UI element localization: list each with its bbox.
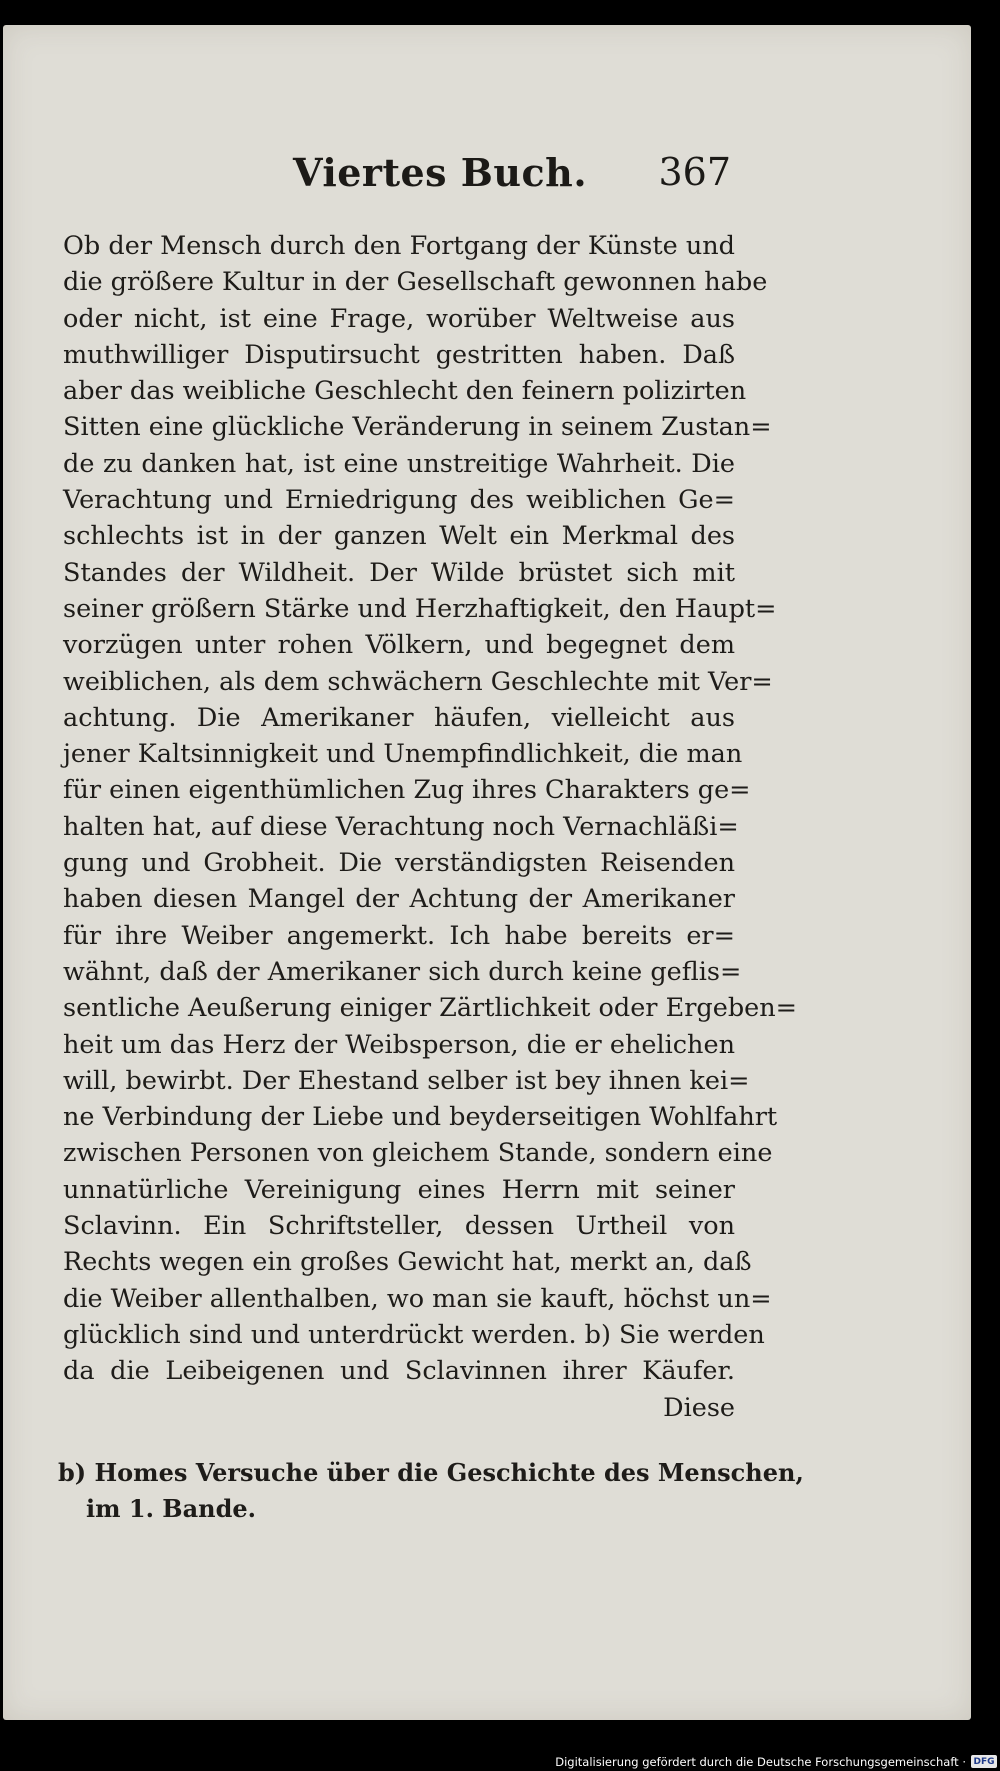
catchword: Diese — [663, 1392, 735, 1423]
text-line: de zu danken hat, ist eine unstreitige Wahrheit. Die — [63, 448, 735, 479]
text-line: da die Leibeigenen und Sclavinnen ihrer Käufer. — [63, 1356, 735, 1387]
text-line: ne Verbindung der Liebe und beyderseitigen Wohlfahrt — [63, 1102, 778, 1133]
text-line: weiblichen, als dem schwächern Geschlechte mit Ver= — [63, 666, 773, 697]
text-line: Sclavinn. Ein Schriftsteller, dessen Urtheil von — [63, 1211, 735, 1242]
text-line: muthwilliger Disputirsucht gestritten haben. Daß — [63, 339, 735, 370]
text-line: seiner größern Stärke und Herzhaftigkeit, den Haupt= — [63, 593, 777, 624]
text-line: jener Kaltsinnigkeit und Unempfindlichkeit, die man — [63, 739, 743, 770]
text-line: unnatürliche Vereinigung eines Herrn mit seiner — [63, 1174, 735, 1205]
text-line: wähnt, daß der Amerikaner sich durch keine geflis= — [63, 956, 742, 987]
digitization-credit: Digitalisierung gefördert durch die Deutsche Forschungsgemeinschaft · — [555, 1755, 966, 1769]
page-number: 367 — [658, 150, 731, 194]
text-line: für einen eigenthümlichen Zug ihres Charakters ge= — [63, 775, 751, 806]
dfg-logo: DFG — [971, 1755, 997, 1768]
text-line: vorzügen unter rohen Völkern, und begegnet dem — [63, 630, 735, 661]
text-line: aber das weibliche Geschlecht den feinern polizirten — [63, 376, 747, 407]
text-line: halten hat, auf diese Verachtung noch Vernachläßi= — [63, 811, 739, 842]
text-line: oder nicht, ist eine Frage, worüber Weltweise aus — [63, 303, 735, 334]
footnote — [58, 1455, 804, 1527]
text-line: die Weiber allenthalben, wo man sie kauft, höchst un= — [63, 1283, 772, 1314]
text-line: gung und Grobheit. Die verständigsten Reisenden — [63, 848, 735, 879]
text-line: Ob der Mensch durch den Fortgang der Künste und — [63, 231, 735, 261]
text-line: Verachtung und Erniedrigung des weiblichen Ge= — [63, 485, 735, 516]
text-line: sentliche Aeußerung einiger Zärtlichkeit oder Ergeben= — [63, 993, 798, 1024]
text-line: glücklich sind und unterdrückt werden. b) Sie werden — [63, 1319, 765, 1350]
text-line: Standes der Wildheit. Der Wilde brüstet sich mit — [63, 557, 735, 588]
text-line: schlechts ist in der ganzen Welt ein Merkmal des — [63, 521, 735, 552]
text-line: Sitten eine glückliche Veränderung in seinem Zustan= — [63, 412, 772, 443]
text-line: heit um das Herz der Weibsperson, die er ehelichen — [63, 1029, 735, 1060]
text-line: für ihre Weiber angemerkt. Ich habe bereits er= — [63, 920, 735, 951]
text-line: achtung. Die Amerikaner häufen, vielleicht aus — [63, 702, 735, 733]
text-line: die größere Kultur in der Gesellschaft gewonnen habe — [63, 267, 768, 298]
running-head: Viertes Buch. — [293, 150, 588, 195]
footnote-line: im 1. Bande. — [86, 1494, 256, 1523]
text-line: zwischen Personen von gleichem Stande, sondern eine — [63, 1138, 773, 1169]
footnote-line: b) Homes Versuche über die Geschichte des Menschen, — [58, 1458, 804, 1487]
text-line: Rechts wegen ein großes Gewicht hat, merkt an, daß — [63, 1247, 752, 1278]
body-text — [63, 228, 798, 1426]
page-header — [63, 150, 731, 210]
text-line: haben diesen Mangel der Achtung der Amerikaner — [63, 884, 735, 915]
book-page — [3, 25, 971, 1720]
text-line: will, bewirbt. Der Ehestand selber ist bey ihnen kei= — [63, 1065, 750, 1096]
